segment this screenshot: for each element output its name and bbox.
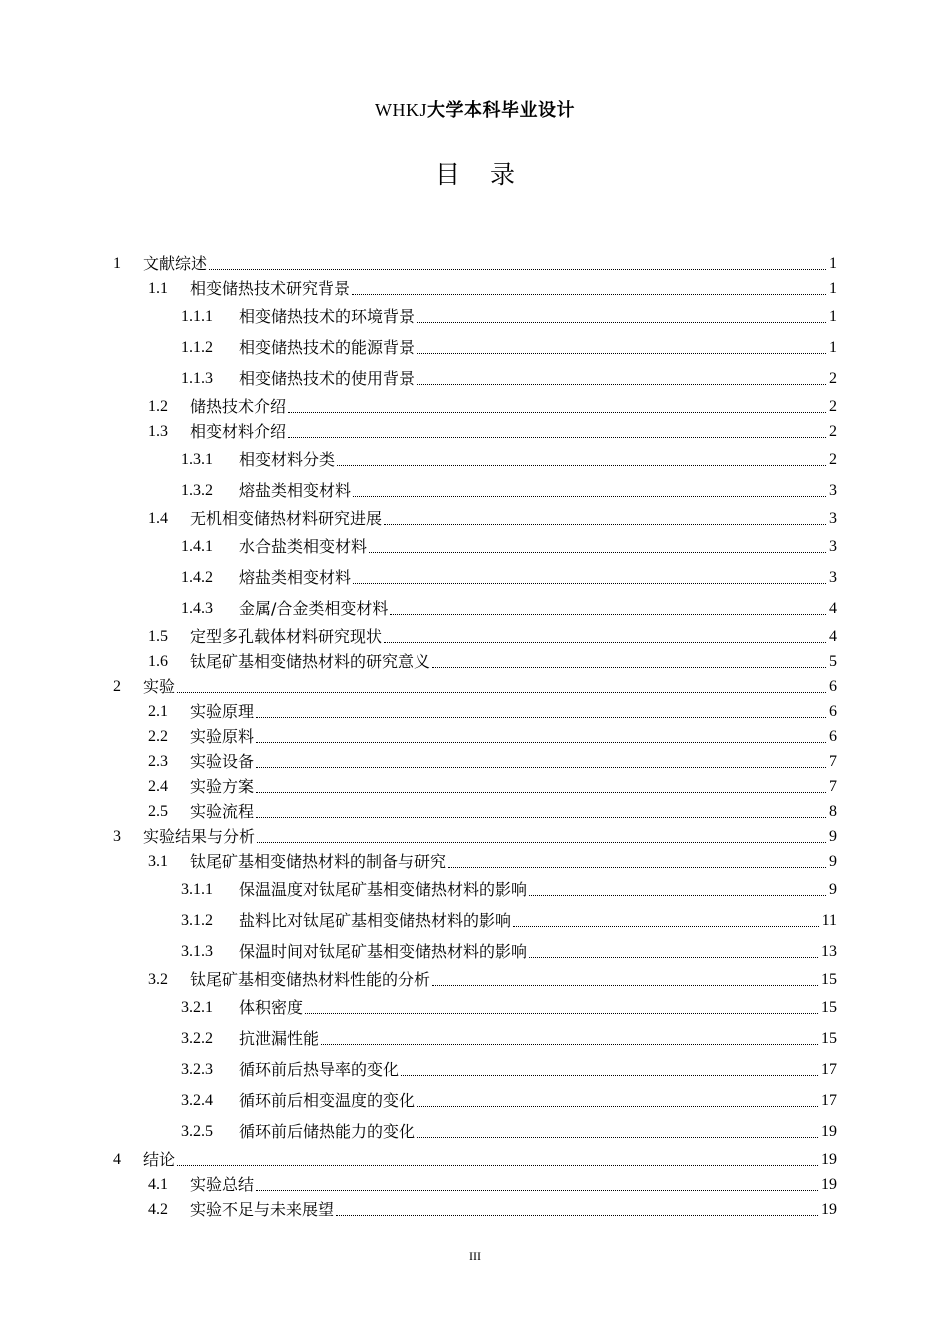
toc-entry-number: 3.1.2	[181, 912, 213, 929]
toc-entry-title: 钛尾矿基相变储热材料性能的分析	[190, 970, 431, 989]
toc-entry[interactable]	[113, 1196, 837, 1220]
toc-dot-leader	[417, 384, 826, 385]
toc-entry-number: 3.1.3	[181, 943, 213, 960]
toc-entry-title: 钛尾矿基相变储热材料的研究意义	[190, 652, 431, 671]
toc-dot-leader	[417, 322, 826, 323]
toc-entry-title: 结论	[143, 1150, 176, 1169]
toc-entry-title: 实验不足与未来展望	[190, 1200, 335, 1219]
toc-dot-leader	[256, 717, 826, 718]
toc-entry-number: 1	[113, 255, 121, 272]
toc-entry-page: 15	[821, 1030, 837, 1047]
toc-entry[interactable]	[113, 365, 837, 389]
toc-entry-page: 6	[829, 728, 837, 745]
toc-dot-leader	[256, 767, 826, 768]
toc-entry-page: 8	[829, 803, 837, 820]
toc-entry-number: 4.1	[148, 1176, 168, 1193]
toc-entry-page: 1	[829, 339, 837, 356]
toc-dot-leader	[369, 552, 826, 553]
toc-dot-leader	[448, 867, 826, 868]
toc-entry[interactable]	[113, 1146, 837, 1170]
toc-entry-page: 1	[829, 308, 837, 325]
toc-entry-title: 实验原理	[190, 702, 255, 721]
toc-entry-number: 3.2.3	[181, 1061, 213, 1078]
toc-entry-title: 保温时间对钛尾矿基相变储热材料的影响	[239, 942, 528, 961]
toc-entry-page: 19	[821, 1123, 837, 1140]
toc-entry-number: 1.1.1	[181, 308, 213, 325]
toc-entry[interactable]	[113, 418, 837, 442]
toc-dot-leader	[513, 926, 819, 927]
toc-entry-title: 保温温度对钛尾矿基相变储热材料的影响	[239, 880, 528, 899]
toc-entry-title: 循环前后相变温度的变化	[239, 1091, 416, 1110]
toc-entry-number: 3.1.1	[181, 881, 213, 898]
toc-entry-number: 1.3.1	[181, 451, 213, 468]
toc-entry-title: 循环前后热导率的变化	[239, 1060, 400, 1079]
toc-entry-page: 9	[829, 828, 837, 845]
toc-entry-number: 3.2.2	[181, 1030, 213, 1047]
toc-entry-title: 相变材料分类	[239, 450, 336, 469]
toc-entry-number: 1.5	[148, 628, 168, 645]
toc-entry[interactable]	[113, 723, 837, 747]
toc-entry[interactable]	[113, 595, 837, 619]
toc-entry-page: 19	[821, 1151, 837, 1168]
toc-dot-leader	[353, 583, 826, 584]
toc-entry-number: 2.5	[148, 803, 168, 820]
toc-entry-number: 2.3	[148, 753, 168, 770]
toc-entry[interactable]	[113, 907, 837, 931]
toc-entry-number: 1.1.2	[181, 339, 213, 356]
toc-entry-number: 1.4.3	[181, 600, 213, 617]
toc-entry-page: 3	[829, 510, 837, 527]
toc-entry-title: 实验	[143, 677, 176, 696]
toc-entry-title: 无机相变储热材料研究进展	[190, 509, 383, 528]
toc-dot-leader	[529, 957, 818, 958]
toc-entry-page: 3	[829, 538, 837, 555]
toc-entry-title: 体积密度	[239, 998, 304, 1017]
toc-dot-leader	[256, 1190, 818, 1191]
toc-entry-title: 抗泄漏性能	[239, 1029, 320, 1048]
toc-dot-leader	[336, 1215, 818, 1216]
toc-dot-leader	[256, 792, 826, 793]
toc-entry[interactable]	[113, 698, 837, 722]
toc-entry-number: 1.3.2	[181, 482, 213, 499]
toc-entry-page: 17	[821, 1092, 837, 1109]
toc-entry[interactable]	[113, 393, 837, 417]
toc-entry[interactable]	[113, 673, 837, 697]
toc-entry-title: 钛尾矿基相变储热材料的制备与研究	[190, 852, 447, 871]
toc-dot-leader	[209, 269, 826, 270]
header-latin: WHKJ	[375, 100, 427, 120]
toc-entry-page: 2	[829, 451, 837, 468]
toc-entry-page: 9	[829, 881, 837, 898]
toc-entry-page: 4	[829, 600, 837, 617]
toc-dot-leader	[353, 496, 826, 497]
toc-dot-leader	[390, 614, 826, 615]
toc-entry-title: 金属/合金类相变材料	[239, 599, 389, 618]
toc-entry-page: 15	[821, 971, 837, 988]
toc-entry-number: 3.2.5	[181, 1123, 213, 1140]
toc-dot-leader	[177, 692, 826, 693]
toc-entry[interactable]	[113, 250, 837, 274]
page-title: 目录	[434, 160, 545, 189]
toc-dot-leader	[256, 817, 826, 818]
toc-entry-title: 相变储热技术的能源背景	[239, 338, 416, 357]
toc-entry-page: 13	[821, 943, 837, 960]
toc-entry-number: 4	[113, 1151, 121, 1168]
toc-entry-title: 实验总结	[190, 1175, 255, 1194]
toc-entry-page: 2	[829, 370, 837, 387]
toc-dot-leader	[432, 667, 826, 668]
toc-entry-title: 定型多孔载体材料研究现状	[190, 627, 383, 646]
toc-entry-page: 6	[829, 678, 837, 695]
toc-entry-number: 1.4	[148, 510, 168, 527]
toc-entry-title: 熔盐类相变材料	[239, 481, 352, 500]
toc-entry[interactable]	[113, 533, 837, 557]
toc-entry-page: 19	[821, 1201, 837, 1218]
toc-entry-title: 实验原料	[190, 727, 255, 746]
toc-entry-number: 3.2.4	[181, 1092, 213, 1109]
toc-entry-number: 2	[113, 678, 121, 695]
toc-dot-leader	[288, 437, 826, 438]
toc-entry[interactable]	[113, 773, 837, 797]
toc-entry-number: 2.4	[148, 778, 168, 795]
toc-entry[interactable]	[113, 966, 837, 990]
toc-entry[interactable]	[113, 1118, 837, 1142]
toc-entry[interactable]	[113, 477, 837, 501]
toc-entry-title: 相变材料介绍	[190, 422, 287, 441]
toc-dot-leader	[305, 1013, 818, 1014]
toc-entry[interactable]	[113, 564, 837, 588]
toc-entry[interactable]	[113, 505, 837, 529]
toc-entry-number: 2.1	[148, 703, 168, 720]
toc-entry-page: 9	[829, 853, 837, 870]
toc-entry-page: 3	[829, 482, 837, 499]
toc-dot-leader	[321, 1044, 818, 1045]
toc-dot-leader	[401, 1075, 818, 1076]
toc-entry-number: 1.4.2	[181, 569, 213, 586]
toc-entry[interactable]	[113, 748, 837, 772]
toc-entry-page: 19	[821, 1176, 837, 1193]
header-cjk: 大学本科毕业设计	[427, 100, 575, 121]
toc-entry-page: 11	[821, 912, 837, 929]
toc-dot-leader	[417, 1137, 818, 1138]
toc-dot-leader	[352, 294, 826, 295]
toc-entry-title: 文献综述	[143, 254, 208, 273]
toc-dot-leader	[384, 524, 826, 525]
toc-entry-number: 3.2.1	[181, 999, 213, 1016]
toc-entry-page: 15	[821, 999, 837, 1016]
toc-entry-number: 2.2	[148, 728, 168, 745]
page-number: III	[469, 1249, 481, 1263]
toc-entry[interactable]	[113, 446, 837, 470]
toc-entry-number: 4.2	[148, 1201, 168, 1218]
toc-dot-leader	[384, 642, 826, 643]
page-header	[0, 96, 950, 122]
toc-entry-page: 1	[829, 255, 837, 272]
toc-entry-title: 实验方案	[190, 777, 255, 796]
toc-entry-page: 17	[821, 1061, 837, 1078]
toc-entry-title: 相变储热技术研究背景	[190, 279, 351, 298]
toc-dot-leader	[417, 1106, 818, 1107]
toc-entry-title: 实验流程	[190, 802, 255, 821]
toc-dot-leader	[432, 985, 818, 986]
toc-entry-page: 1	[829, 280, 837, 297]
toc-entry[interactable]	[113, 1025, 837, 1049]
toc-dot-leader	[288, 412, 826, 413]
toc-entry-page: 6	[829, 703, 837, 720]
toc-entry[interactable]	[113, 823, 837, 847]
toc-dot-leader	[177, 1165, 818, 1166]
toc-entry-title: 实验结果与分析	[143, 827, 256, 846]
toc-entry-title: 储热技术介绍	[190, 397, 287, 416]
toc-entry-page: 2	[829, 398, 837, 415]
toc-entry-number: 1.2	[148, 398, 168, 415]
toc-entry-page: 3	[829, 569, 837, 586]
toc-entry-title: 相变储热技术的环境背景	[239, 307, 416, 326]
toc-entry[interactable]	[113, 1087, 837, 1111]
toc-entry[interactable]	[113, 275, 837, 299]
toc-entry[interactable]	[113, 876, 837, 900]
toc-dot-leader	[257, 842, 826, 843]
toc-entry[interactable]	[113, 334, 837, 358]
toc-entry-title: 相变储热技术的使用背景	[239, 369, 416, 388]
toc-entry-number: 1.6	[148, 653, 168, 670]
toc-entry-number: 3.1	[148, 853, 168, 870]
toc-entry-title: 循环前后储热能力的变化	[239, 1122, 416, 1141]
toc-entry[interactable]	[113, 1056, 837, 1080]
toc-entry[interactable]	[113, 623, 837, 647]
toc-entry[interactable]	[113, 303, 837, 327]
toc-entry-title: 熔盐类相变材料	[239, 568, 352, 587]
toc-entry-number: 3	[113, 828, 121, 845]
toc-dot-leader	[337, 465, 826, 466]
toc-entry-number: 1.4.1	[181, 538, 213, 555]
toc-entry[interactable]	[113, 1171, 837, 1195]
toc-entry-number: 1.1	[148, 280, 168, 297]
toc-entry[interactable]	[113, 798, 837, 822]
toc-entry-title: 盐料比对钛尾矿基相变储热材料的影响	[239, 911, 512, 930]
toc-entry-page: 4	[829, 628, 837, 645]
toc-entry-page: 5	[829, 653, 837, 670]
toc-entry-page: 7	[829, 753, 837, 770]
toc-dot-leader	[256, 742, 826, 743]
toc-entry-number: 1.3	[148, 423, 168, 440]
toc-entry[interactable]	[113, 648, 837, 672]
toc-entry-page: 2	[829, 423, 837, 440]
toc-entry-page: 7	[829, 778, 837, 795]
toc-entry-title: 水合盐类相变材料	[239, 537, 368, 556]
toc-entry[interactable]	[113, 848, 837, 872]
toc-entry[interactable]	[113, 994, 837, 1018]
toc-entry[interactable]	[113, 938, 837, 962]
toc-entry-number: 3.2	[148, 971, 168, 988]
toc-entry-number: 1.1.3	[181, 370, 213, 387]
toc-entry-title: 实验设备	[190, 752, 255, 771]
toc-dot-leader	[529, 895, 826, 896]
toc-dot-leader	[417, 353, 826, 354]
